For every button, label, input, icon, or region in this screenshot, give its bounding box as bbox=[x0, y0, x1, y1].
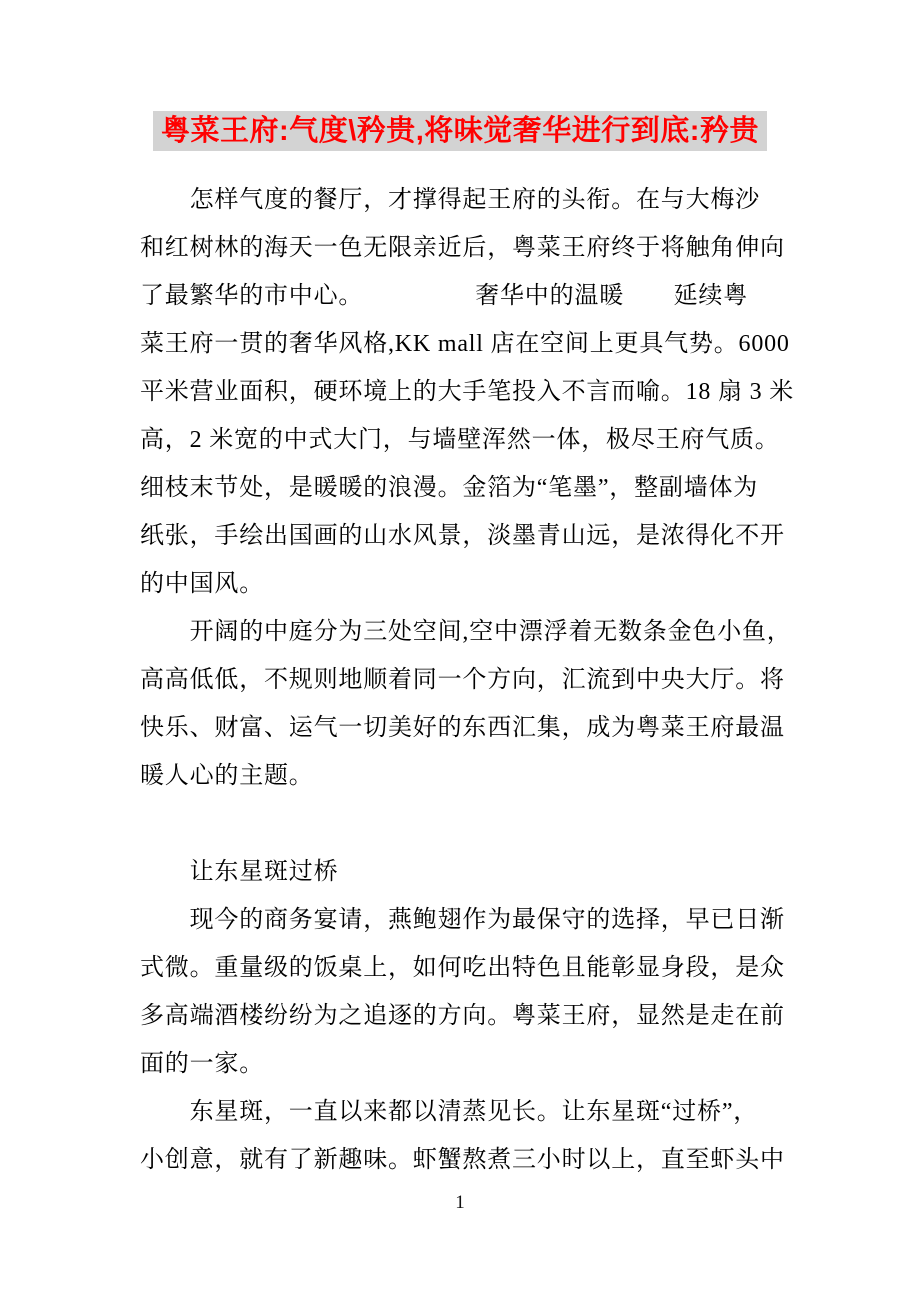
body-line: 小创意，就有了新趣味。虾蟹熬煮三小时以上，直至虾头中 bbox=[140, 1147, 785, 1173]
body-line: 怎样气度的餐厅，才撑得起王府的头衔。在与大梅沙 bbox=[140, 187, 760, 213]
body-line: 纸张，手绘出国画的山水风景，淡墨青山远，是浓得化不开 bbox=[140, 523, 785, 549]
body-line: 快乐、财富、运气一切美好的东西汇集，成为粤菜王府最温 bbox=[140, 715, 785, 741]
document-body bbox=[140, 176, 794, 1184]
body-line: 细枝末节处，是暖暖的浪漫。金箔为“笔墨”，整副墙体为 bbox=[140, 475, 759, 501]
body-line: 式微。重量级的饭桌上，如何吃出特色且能彰显身段，是众 bbox=[140, 955, 785, 981]
body-line: 多高端酒楼纷纷为之追逐的方向。粤菜王府，显然是走在前 bbox=[140, 1003, 785, 1029]
body-line: 高，2 米宽的中式大门，与墙壁浑然一体，极尽王府气质。 bbox=[140, 427, 780, 453]
body-line-blank bbox=[140, 800, 788, 848]
body-line: 东星斑，一直以来都以清蒸见长。让东星斑“过桥”， bbox=[140, 1099, 759, 1125]
body-line: 和红树林的海天一色无限亲近后，粤菜王府终于将触角伸向 bbox=[140, 235, 785, 261]
document-title: 粤菜王府:气度\矜贵,将味觉奢华进行到底:矜贵 bbox=[153, 111, 767, 151]
body-line-subheading: 让东星斑过桥 bbox=[140, 859, 339, 885]
body-line: 开阔的中庭分为三处空间,空中漂浮着无数条金色小鱼， bbox=[140, 619, 792, 645]
body-line: 现今的商务宴请，燕鲍翅作为最保守的选择，早已日渐 bbox=[140, 907, 785, 933]
body-line: 高高低低，不规则地顺着同一个方向，汇流到中央大厅。将 bbox=[140, 667, 785, 693]
body-line: 面的一家。 bbox=[140, 1051, 264, 1077]
page-number: 1 bbox=[455, 1192, 465, 1213]
body-line: 平米营业面积，硬环境上的大手笔投入不言而喻。18 扇 3 米 bbox=[140, 379, 794, 405]
body-line: 暖人心的主题。 bbox=[140, 763, 314, 789]
body-line: 的中国风。 bbox=[140, 571, 264, 597]
body-line: 菜王府一贯的奢华风格,KK mall 店在空间上更具气势。6000 bbox=[140, 331, 790, 357]
body-line: 了最繁华的市中心。 奢华中的温暖 延续粤 bbox=[140, 283, 748, 309]
title-row bbox=[0, 111, 920, 151]
